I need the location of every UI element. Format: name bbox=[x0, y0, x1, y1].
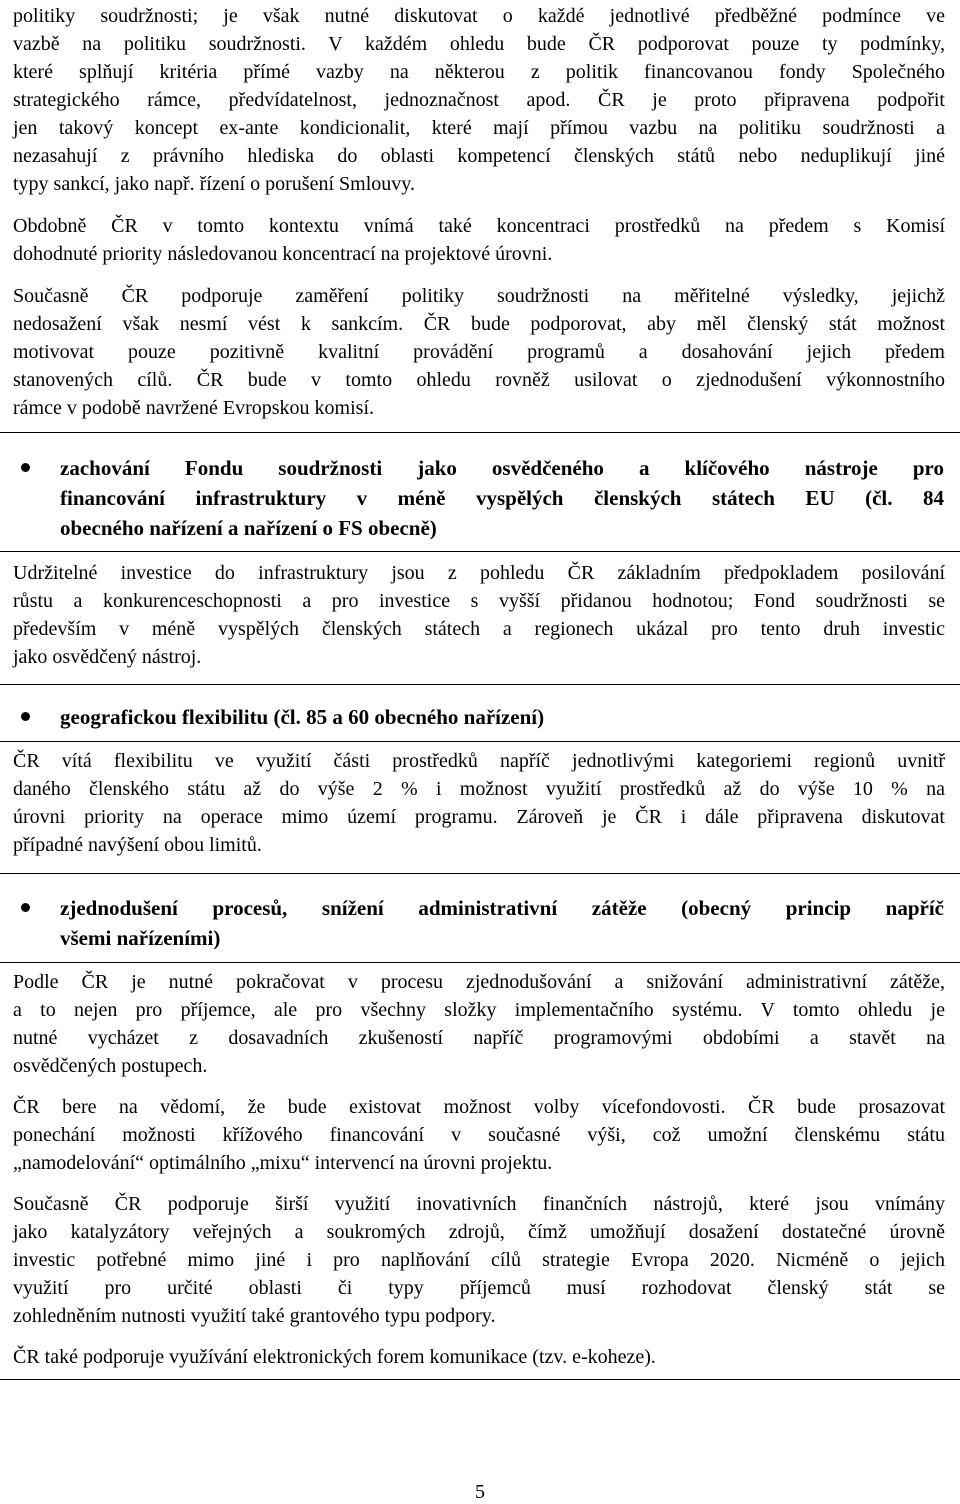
section-divider bbox=[0, 684, 960, 685]
section-body bbox=[13, 559, 945, 671]
text-line: Obdobně ČR v tomto kontextu vnímá také koncentraci prostředků na předem s Komisí bbox=[13, 215, 945, 237]
section-divider bbox=[0, 432, 960, 433]
text-line: zohledněním nutnosti využití také grantového typu podpory. bbox=[13, 1305, 496, 1327]
text-line: osvědčených postupech. bbox=[13, 1055, 208, 1077]
section-body bbox=[13, 1343, 945, 1371]
text-line: případné navýšení obou limitů. bbox=[13, 834, 262, 856]
page-number: 5 bbox=[475, 1481, 485, 1503]
text-line: jako katalyzátory veřejných a soukromých zdrojů, čímž umožňují dosažení dostatečné úrovně bbox=[13, 1221, 945, 1243]
text-line: strategického rámce, předvídatelnost, jednoznačnost apod. ČR je proto připravena podpořit bbox=[13, 89, 945, 111]
paragraph-results bbox=[13, 282, 945, 422]
section-divider bbox=[0, 741, 960, 742]
text-line: úrovni priority na operace mimo území programu. Zároveň je ČR i dále připravena diskutovat bbox=[13, 806, 945, 828]
text-line: ČR vítá flexibilitu ve využití části prostředků napříč jednotlivými kategoriemi regionů uvnitř bbox=[13, 750, 945, 772]
heading-line: financování infrastruktury v méně vyspělých členských státech EU (čl. 84 bbox=[60, 486, 944, 510]
text-line: nezasahují z právního hlediska do oblasti kompetencí členských států nebo neduplikují jiné bbox=[13, 145, 945, 167]
section-heading bbox=[60, 893, 944, 953]
text-line: ČR bere na vědomí, že bude existovat možnost volby vícefondovosti. ČR bude prosazovat bbox=[13, 1096, 945, 1118]
section-body bbox=[13, 1093, 945, 1177]
heading-line: geografickou flexibilitu (čl. 85 a 60 obecného nařízení) bbox=[60, 705, 545, 729]
text-line: „namodelování“ optimálního „mixu“ intervencí na úrovni projektu. bbox=[13, 1152, 553, 1174]
text-line: Současně ČR podporuje zaměření politiky soudržnosti na měřitelné výsledky, jejichž bbox=[13, 285, 945, 307]
text-line: stanovených cílů. ČR bude v tomto ohledu rovněž usilovat o zjednodušení výkonnostního bbox=[13, 369, 945, 391]
text-line: dohodnuté priority následovanou koncentrací na projektové úrovni. bbox=[13, 243, 553, 265]
heading-line: zjednodušení procesů, snížení administrativní zátěže (obecný princip napříč bbox=[60, 896, 944, 920]
paragraph-ex-ante bbox=[13, 2, 945, 198]
text-line: růstu a konkurenceschopnosti a pro investice s vyšší přidanou hodnotou; Fond soudržnosti se bbox=[13, 590, 945, 612]
section-divider bbox=[0, 1379, 960, 1380]
text-line: které splňují kritéria přímé vazby na některou z politik financovanou fondy Společného bbox=[13, 61, 945, 83]
text-line: jen takový koncept ex-ante kondicionalit, které mají přímou vazbu na politiku soudržnosti a bbox=[13, 117, 945, 139]
text-line: Podle ČR je nutné pokračovat v procesu zjednodušování a snižování administrativní zátěže, bbox=[13, 971, 945, 993]
text-line: rámce v podobě navržené Evropskou komisí. bbox=[13, 397, 375, 419]
paragraph-concentration bbox=[13, 212, 945, 268]
section-body bbox=[13, 968, 945, 1080]
text-line: vazbě na politiku soudržnosti. V každém ohledu bude ČR podporovat pouze ty podmínky, bbox=[13, 33, 945, 55]
section-divider bbox=[0, 873, 960, 874]
text-line: typy sankcí, jako např. řízení o porušení Smlouvy. bbox=[13, 173, 415, 195]
section-divider bbox=[0, 551, 960, 552]
text-line: Udržitelné investice do infrastruktury jsou z pohledu ČR základním předpokladem posilování bbox=[13, 562, 945, 584]
section-heading bbox=[60, 453, 944, 543]
section-divider bbox=[0, 962, 960, 963]
text-line: využití pro určité oblasti či typy příjemců musí rozhodovat členský stát se bbox=[13, 1277, 945, 1299]
heading-line: všemi nařízeními) bbox=[60, 926, 221, 950]
text-line: ČR také podporuje využívání elektronických forem komunikace (tzv. e-koheze). bbox=[13, 1346, 656, 1368]
text-line: a to nejen pro příjemce, ale pro všechny složky implementačního systému. V tomto ohledu je bbox=[13, 999, 945, 1021]
text-line: motivovat pouze pozitivně kvalitní provádění programů a dosahování jejich předem bbox=[13, 341, 945, 363]
heading-line: obecného nařízení a nařízení o FS obecně) bbox=[60, 516, 437, 540]
section-body bbox=[13, 1190, 945, 1330]
text-line: nedosažení však nesmí vést k sankcím. ČR bude podporovat, aby měl členský stát možnost bbox=[13, 313, 945, 335]
text-line: Současně ČR podporuje širší využití inovativních finančních nástrojů, které jsou vnímány bbox=[13, 1193, 945, 1215]
section-heading bbox=[60, 702, 944, 732]
section-body bbox=[13, 747, 945, 859]
text-line: nutné vycházet z dosavadních zkušeností napříč programovými obdobími a stavět na bbox=[13, 1027, 945, 1049]
heading-line: zachování Fondu soudržnosti jako osvědčeného a klíčového nástroje pro bbox=[60, 456, 944, 480]
bullet-icon bbox=[21, 712, 30, 721]
text-line: investic potřebné mimo jiné i pro naplňování cílů strategie Evropa 2020. Nicméně o jejich bbox=[13, 1249, 945, 1271]
text-line: daného členského státu až do výše 2 % i možnost využití prostředků až do výše 10 % na bbox=[13, 778, 945, 800]
text-line: politiky soudržnosti; je však nutné diskutovat o každé jednotlivé předběžné podmínce ve bbox=[13, 5, 945, 27]
text-line: ponechání možnosti křížového financování v současné výši, což umožní členskému státu bbox=[13, 1124, 945, 1146]
text-line: především v méně vyspělých členských státech a regionech ukázal pro tento druh investic bbox=[13, 618, 945, 640]
bullet-icon bbox=[21, 903, 30, 912]
bullet-icon bbox=[21, 463, 30, 472]
text-line: jako osvědčený nástroj. bbox=[13, 646, 202, 668]
